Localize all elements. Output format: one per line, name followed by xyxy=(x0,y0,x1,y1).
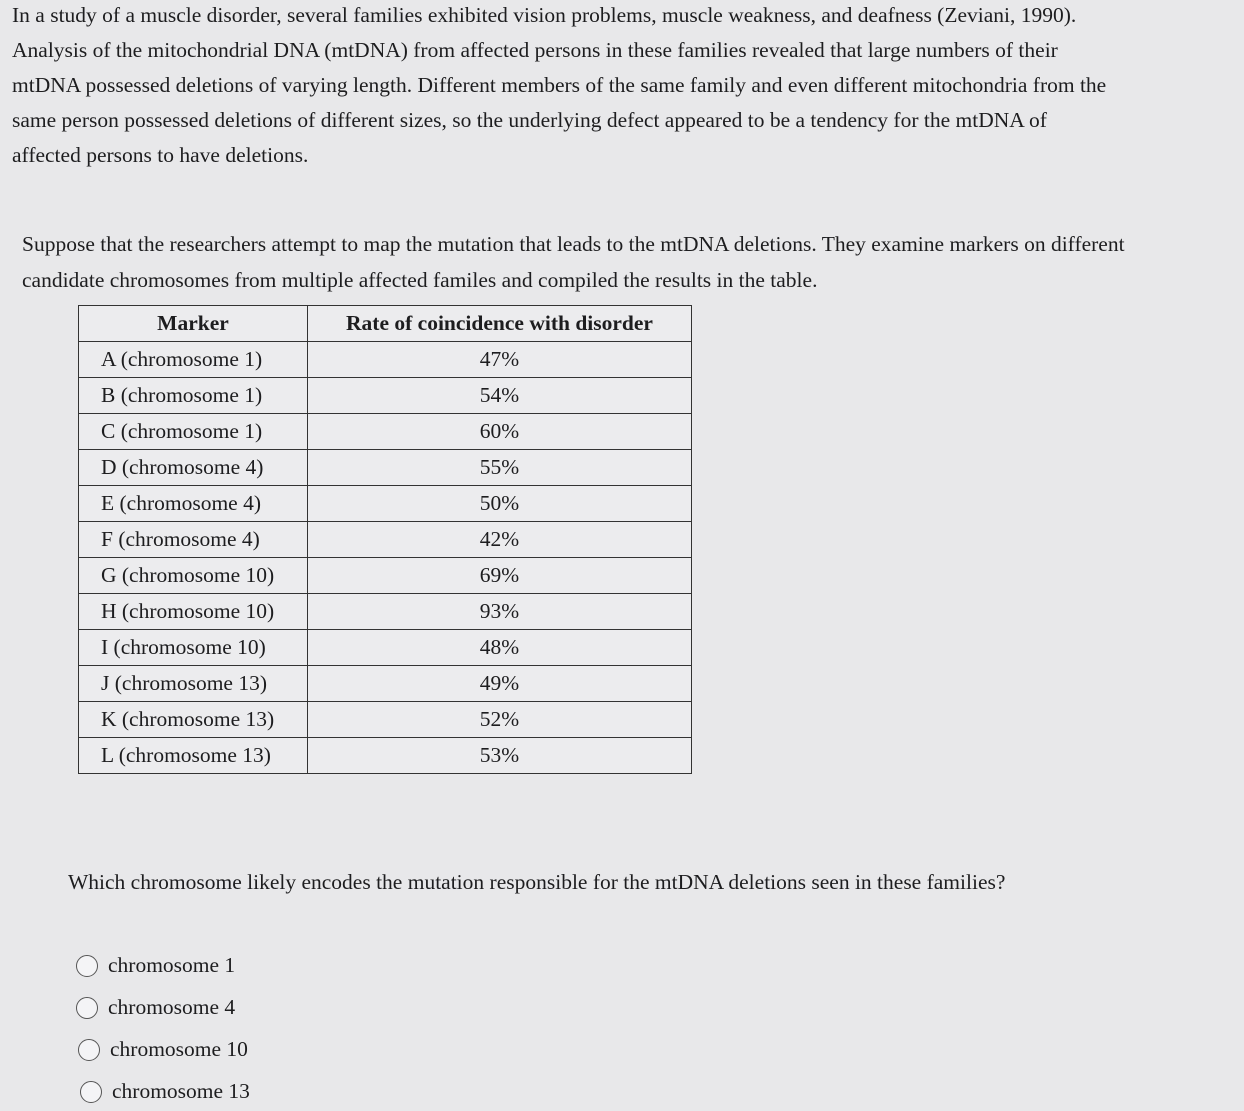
intro-line: In a study of a muscle disorder, several families exhibited vision problems, muscle weakness, and deafness (Zeviani, 1990). xyxy=(12,3,1077,27)
rate-cell: 52% xyxy=(308,702,692,738)
setup-line: Suppose that the researchers attempt to map the mutation that leads to the mtDNA deletions. They examine markers on different xyxy=(22,232,1125,256)
intro-line: same person possessed deletions of different sizes, so the underlying defect appeared to be a tendency for the mtDNA of xyxy=(12,108,1047,132)
marker-cell: D (chromosome 4) xyxy=(79,450,308,486)
rate-cell: 60% xyxy=(308,414,692,450)
rate-cell: 50% xyxy=(308,486,692,522)
marker-cell: K (chromosome 13) xyxy=(79,702,308,738)
table-row xyxy=(79,414,692,450)
marker-cell: H (chromosome 10) xyxy=(79,594,308,630)
intro-line: affected persons to have deletions. xyxy=(12,143,309,167)
marker-cell: E (chromosome 4) xyxy=(79,486,308,522)
radio-button[interactable] xyxy=(78,1039,100,1061)
marker-cell: G (chromosome 10) xyxy=(79,558,308,594)
option-label: chromosome 13 xyxy=(112,1079,250,1103)
rate-cell: 55% xyxy=(308,450,692,486)
table-row xyxy=(79,378,692,414)
radio-button[interactable] xyxy=(76,955,98,977)
table-row xyxy=(79,666,692,702)
radio-button[interactable] xyxy=(80,1081,102,1103)
intro-line: mtDNA possessed deletions of varying length. Different members of the same family and even different mitochondria from the xyxy=(12,73,1107,97)
question-text: Which chromosome likely encodes the mutation responsible for the mtDNA deletions seen in these families? xyxy=(68,870,1006,894)
marker-table xyxy=(78,305,692,774)
rate-cell: 47% xyxy=(308,342,692,378)
rate-cell: 48% xyxy=(308,630,692,666)
rate-cell: 49% xyxy=(308,666,692,702)
table-row xyxy=(79,522,692,558)
rate-cell: 69% xyxy=(308,558,692,594)
rate-cell: 53% xyxy=(308,738,692,774)
table-row xyxy=(79,702,692,738)
table-row xyxy=(79,342,692,378)
table-row xyxy=(79,486,692,522)
header-rate: Rate of coincidence with disorder xyxy=(308,306,692,342)
table-row xyxy=(79,558,692,594)
header-marker: Marker xyxy=(79,306,308,342)
table-header-row xyxy=(79,306,692,342)
marker-cell: L (chromosome 13) xyxy=(79,738,308,774)
setup-paragraph xyxy=(22,226,1125,298)
option-label: chromosome 1 xyxy=(108,953,236,977)
table-row xyxy=(79,594,692,630)
option-label: chromosome 4 xyxy=(108,995,236,1019)
option-chromosome-10[interactable] xyxy=(78,1037,248,1062)
intro-line: Analysis of the mitochondrial DNA (mtDNA) from affected persons in these families revealed that large numbers of their xyxy=(12,38,1058,62)
option-chromosome-4[interactable] xyxy=(76,995,235,1020)
marker-cell: J (chromosome 13) xyxy=(79,666,308,702)
marker-cell: F (chromosome 4) xyxy=(79,522,308,558)
radio-button[interactable] xyxy=(76,997,98,1019)
setup-line: candidate chromosomes from multiple affected familes and compiled the results in the table. xyxy=(22,268,818,292)
table-row xyxy=(79,738,692,774)
option-chromosome-13[interactable] xyxy=(80,1079,250,1104)
intro-paragraph xyxy=(12,0,1106,173)
marker-cell: A (chromosome 1) xyxy=(79,342,308,378)
marker-cell: B (chromosome 1) xyxy=(79,378,308,414)
marker-cell: I (chromosome 10) xyxy=(79,630,308,666)
rate-cell: 54% xyxy=(308,378,692,414)
option-chromosome-1[interactable] xyxy=(76,953,235,978)
rate-cell: 93% xyxy=(308,594,692,630)
table-row xyxy=(79,630,692,666)
rate-cell: 42% xyxy=(308,522,692,558)
table-row xyxy=(79,450,692,486)
marker-cell: C (chromosome 1) xyxy=(79,414,308,450)
option-label: chromosome 10 xyxy=(110,1037,248,1061)
